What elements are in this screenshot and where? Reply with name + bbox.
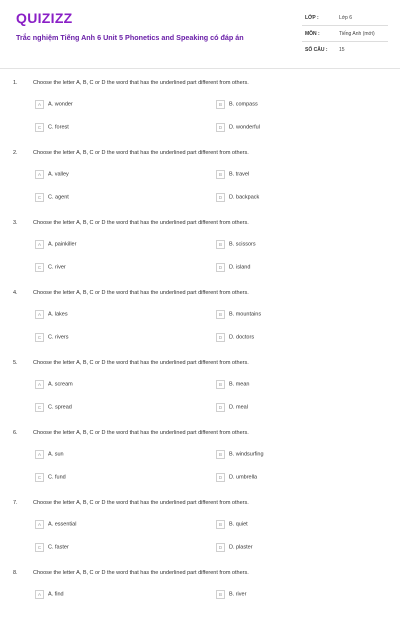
meta-row-count <box>302 42 388 57</box>
meta-label: MÔN : <box>305 31 320 37</box>
answer-option[interactable] <box>216 170 249 179</box>
question-list <box>0 72 400 632</box>
question-text: Choose the letter A, B, C or D the word that has the underlined part different from others. <box>33 80 249 86</box>
option-letter-box: B <box>216 310 225 319</box>
question-item <box>0 282 400 352</box>
answer-option[interactable] <box>216 240 256 249</box>
option-text: B. quiet <box>229 521 248 528</box>
answer-option[interactable] <box>216 380 249 389</box>
question-number: 3. <box>13 220 18 226</box>
option-letter-box: D <box>216 403 225 412</box>
option-letter-box: A <box>35 240 44 249</box>
option-text: B. windsurfing <box>229 451 264 458</box>
question-number: 8. <box>13 570 18 576</box>
meta-row-class <box>302 10 388 26</box>
meta-row-subject <box>302 26 388 42</box>
option-letter-box: A <box>35 170 44 179</box>
question-item <box>0 212 400 282</box>
answer-option[interactable] <box>216 590 246 599</box>
option-letter-box: B <box>216 520 225 529</box>
answer-option[interactable] <box>216 100 258 109</box>
meta-label: LỚP : <box>305 15 319 21</box>
option-text: C. agent <box>48 194 69 201</box>
answer-option[interactable] <box>216 473 257 482</box>
option-letter-box: C <box>35 333 44 342</box>
question-text: Choose the letter A, B, C or D the word that has the underlined part different from others. <box>33 570 249 576</box>
question-text: Choose the letter A, B, C or D the word that has the underlined part different from others. <box>33 290 249 296</box>
option-text: C. forest <box>48 124 69 131</box>
meta-value: Tiếng Anh (mới) <box>339 31 375 37</box>
option-letter-box: C <box>35 193 44 202</box>
option-letter-box: A <box>35 590 44 599</box>
option-text: A. valley <box>48 171 69 178</box>
meta-value: Lớp 6 <box>339 15 353 21</box>
question-text: Choose the letter A, B, C or D the word that has the underlined part different from others. <box>33 430 249 436</box>
option-text: D. doctors <box>229 334 255 341</box>
answer-option[interactable] <box>216 403 248 412</box>
question-number: 6. <box>13 430 18 436</box>
answer-option[interactable] <box>216 333 254 342</box>
answer-option[interactable] <box>216 193 259 202</box>
answer-option[interactable] <box>35 403 72 412</box>
option-letter-box: D <box>216 543 225 552</box>
question-item <box>0 142 400 212</box>
option-text: C. rivers <box>48 334 69 341</box>
answer-option[interactable] <box>216 123 260 132</box>
option-text: D. wonderful <box>229 124 260 131</box>
meta-value: 15 <box>339 47 345 53</box>
option-text: A. painkiller <box>48 241 77 248</box>
question-item <box>0 562 400 632</box>
option-letter-box: B <box>216 380 225 389</box>
question-text: Choose the letter A, B, C or D the word that has the underlined part different from others. <box>33 220 249 226</box>
option-text: B. mountains <box>229 311 262 318</box>
answer-option[interactable] <box>35 123 69 132</box>
option-letter-box: A <box>35 520 44 529</box>
question-number: 1. <box>13 80 18 86</box>
answer-option[interactable] <box>35 520 76 529</box>
answer-option[interactable] <box>35 240 76 249</box>
meta-label: SỐ CÂU : <box>305 47 328 53</box>
option-text: B. compass <box>229 101 258 108</box>
question-item <box>0 72 400 142</box>
answer-option[interactable] <box>35 170 69 179</box>
answer-option[interactable] <box>216 310 261 319</box>
question-item <box>0 422 400 492</box>
option-text: D. umbrella <box>229 474 258 481</box>
option-text: A. sun <box>48 451 64 458</box>
answer-option[interactable] <box>35 450 64 459</box>
option-text: A. find <box>48 591 64 598</box>
question-number: 5. <box>13 360 18 366</box>
option-text: C. spread <box>48 404 72 411</box>
answer-option[interactable] <box>216 450 264 459</box>
answer-option[interactable] <box>35 380 73 389</box>
option-letter-box: A <box>35 100 44 109</box>
question-text: Choose the letter A, B, C or D the word that has the underlined part different from others. <box>33 150 249 156</box>
option-letter-box: B <box>216 240 225 249</box>
option-text: C. river <box>48 264 66 271</box>
quizizz-logo: QUIZIZZ <box>16 10 73 26</box>
option-text: D. plaster <box>229 544 253 551</box>
option-letter-box: C <box>35 543 44 552</box>
answer-option[interactable] <box>35 193 69 202</box>
answer-option[interactable] <box>35 543 69 552</box>
option-text: A. essential <box>48 521 77 528</box>
option-text: A. lakes <box>48 311 68 318</box>
answer-option[interactable] <box>216 543 253 552</box>
answer-option[interactable] <box>35 263 66 272</box>
option-letter-box: D <box>216 123 225 132</box>
option-text: D. meal <box>229 404 248 411</box>
question-number: 2. <box>13 150 18 156</box>
option-text: B. river <box>229 591 247 598</box>
option-letter-box: B <box>216 590 225 599</box>
worksheet-header <box>0 0 400 72</box>
option-text: D. island <box>229 264 251 271</box>
option-letter-box: C <box>35 263 44 272</box>
answer-option[interactable] <box>216 263 250 272</box>
option-letter-box: C <box>35 403 44 412</box>
answer-option[interactable] <box>35 310 68 319</box>
option-text: B. travel <box>229 171 250 178</box>
option-letter-box: C <box>35 473 44 482</box>
option-letter-box: D <box>216 193 225 202</box>
option-letter-box: D <box>216 263 225 272</box>
option-letter-box: A <box>35 310 44 319</box>
worksheet-title: Trắc nghiệm Tiếng Anh 6 Unit 5 Phonetics and Speaking có đáp án <box>16 33 244 42</box>
header-divider <box>0 68 400 69</box>
option-letter-box: B <box>216 450 225 459</box>
answer-option[interactable] <box>35 333 68 342</box>
option-letter-box: B <box>216 100 225 109</box>
option-text: A. wonder <box>48 101 73 108</box>
option-letter-box: D <box>216 473 225 482</box>
option-text: B. scissors <box>229 241 256 248</box>
option-letter-box: C <box>35 123 44 132</box>
option-text: D. backpack <box>229 194 260 201</box>
question-item <box>0 352 400 422</box>
question-number: 4. <box>13 290 18 296</box>
question-item <box>0 492 400 562</box>
answer-option[interactable] <box>35 473 66 482</box>
question-text: Choose the letter A, B, C or D the word that has the underlined part different from others. <box>33 360 249 366</box>
option-letter-box: D <box>216 333 225 342</box>
answer-option[interactable] <box>35 590 64 599</box>
answer-option[interactable] <box>216 520 248 529</box>
option-letter-box: B <box>216 170 225 179</box>
option-letter-box: A <box>35 380 44 389</box>
answer-option[interactable] <box>35 100 73 109</box>
meta-info-box <box>302 10 388 57</box>
question-text: Choose the letter A, B, C or D the word that has the underlined part different from others. <box>33 500 249 506</box>
option-text: C. fund <box>48 474 66 481</box>
option-text: C. faster <box>48 544 69 551</box>
option-letter-box: A <box>35 450 44 459</box>
option-text: A. scream <box>48 381 73 388</box>
question-number: 7. <box>13 500 18 506</box>
option-text: B. mean <box>229 381 250 388</box>
